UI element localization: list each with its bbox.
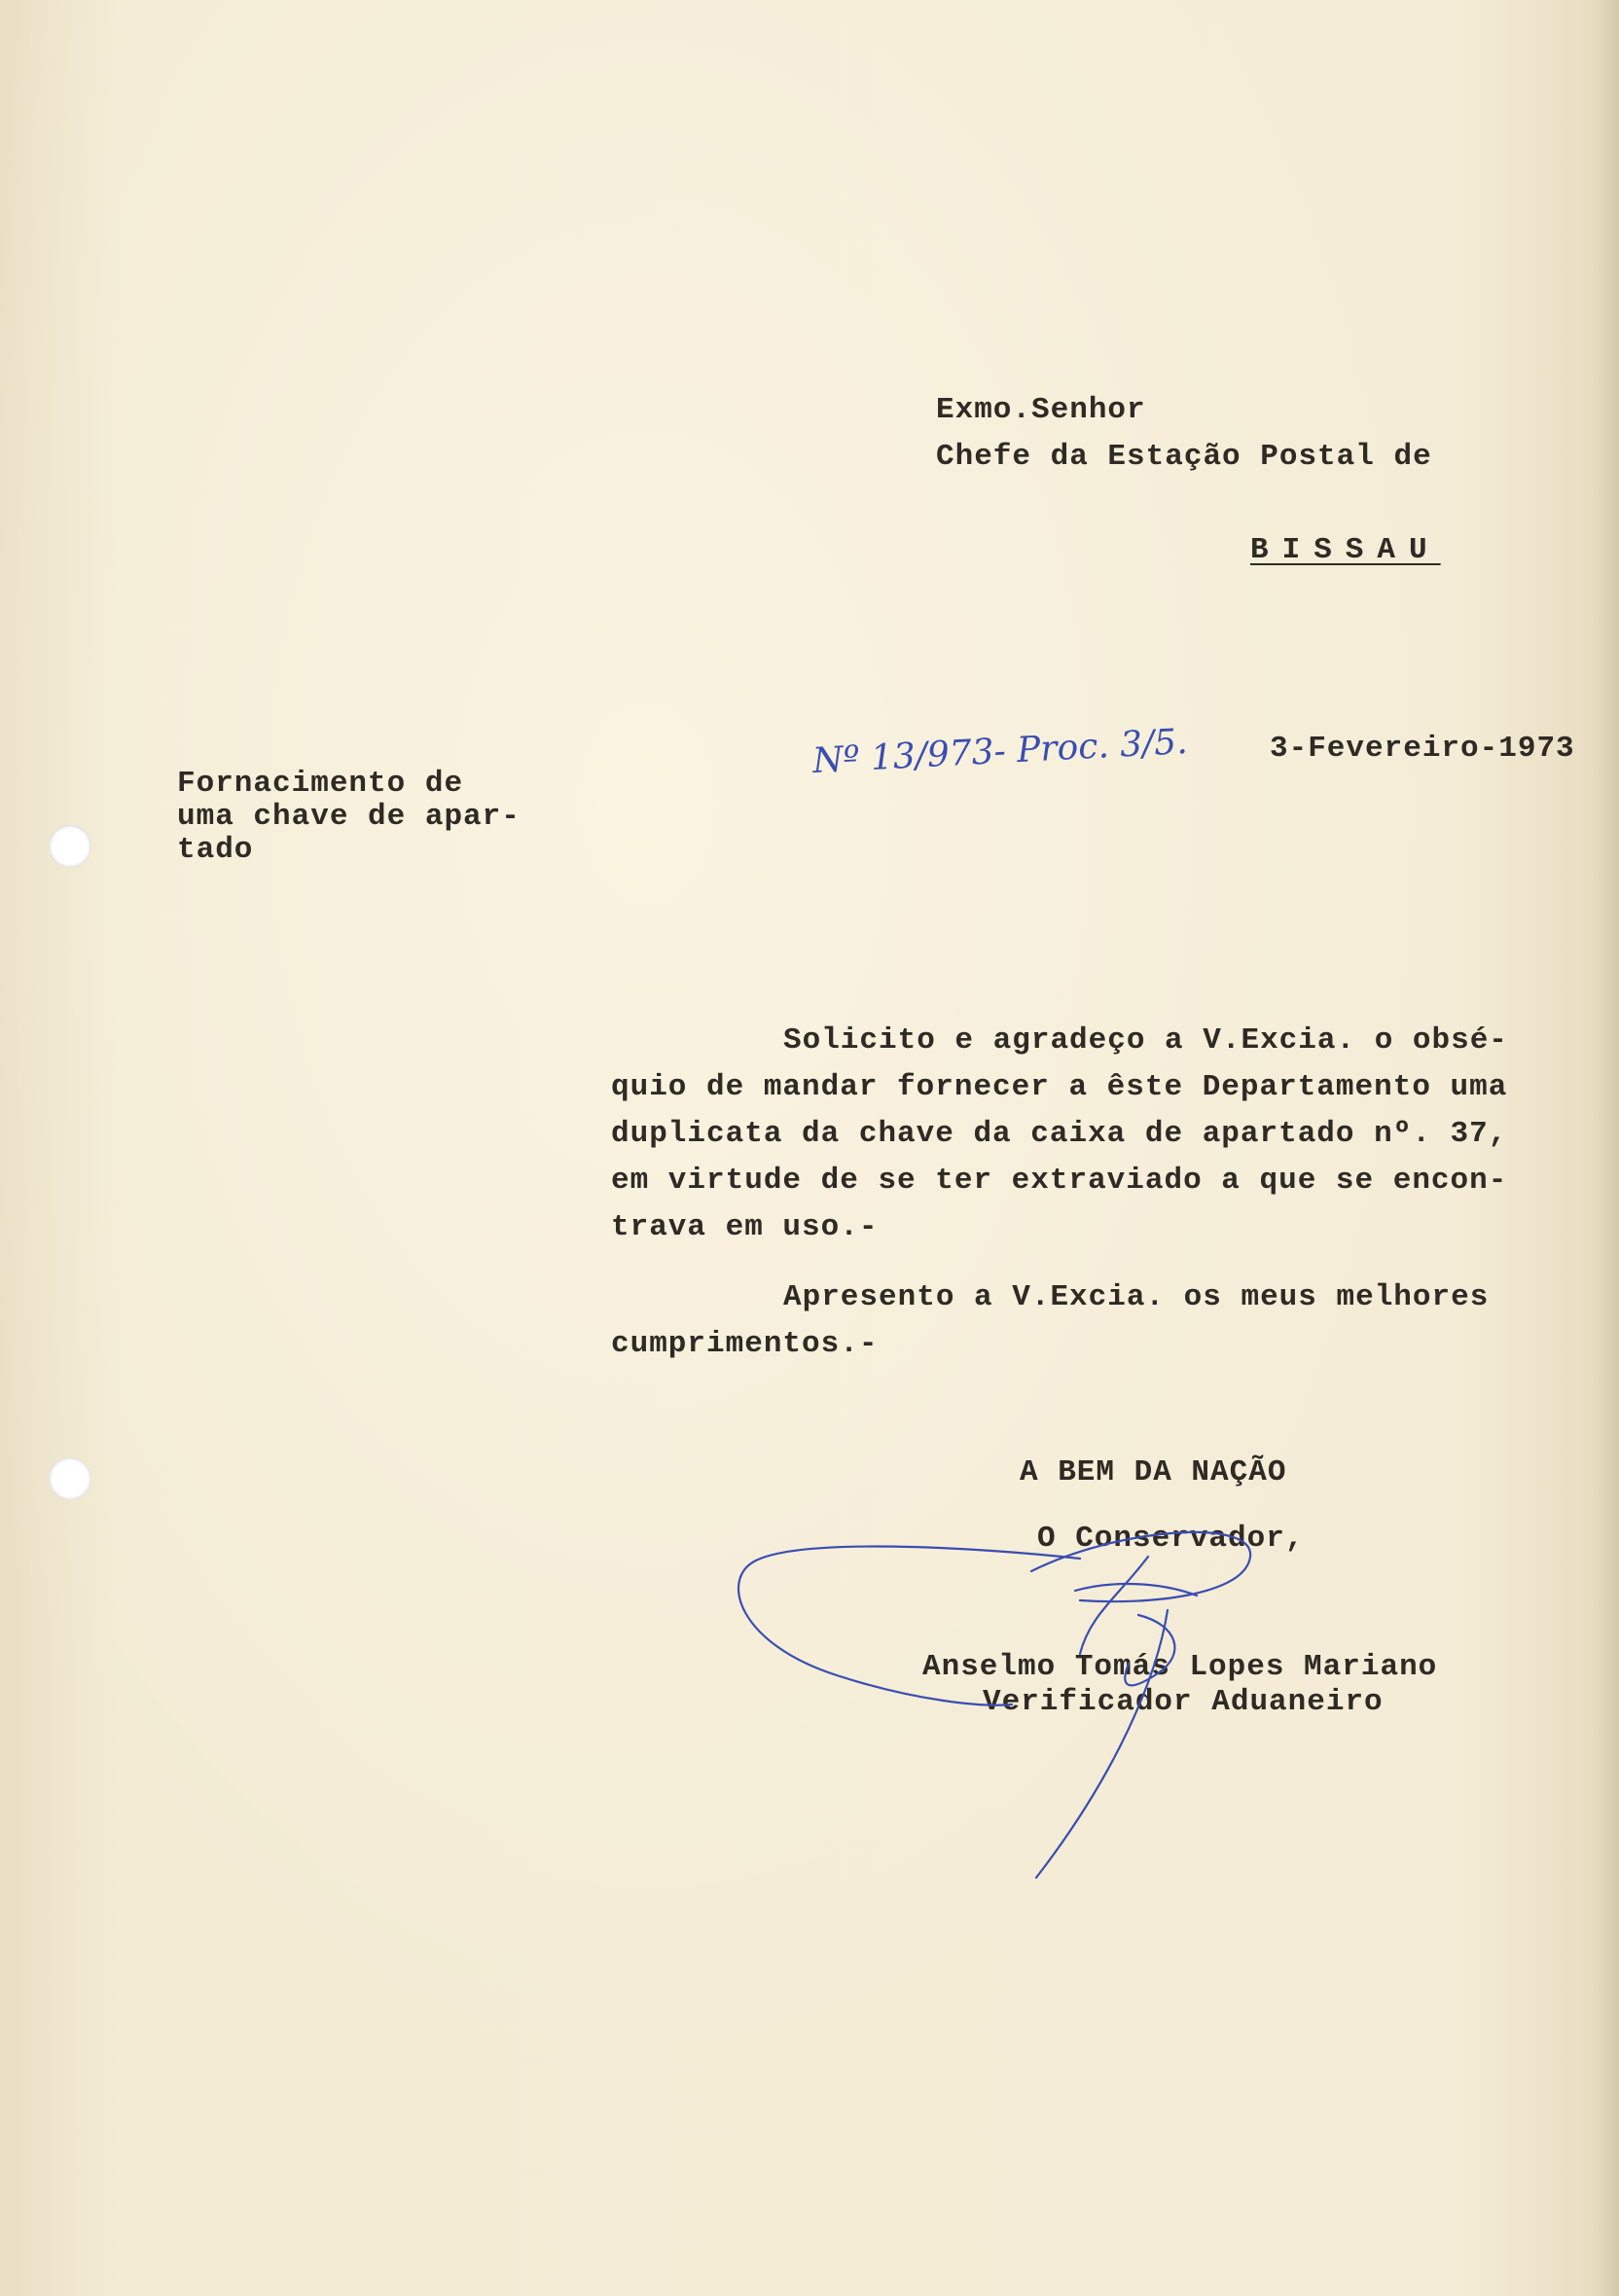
body-line-7: cumprimentos.- <box>611 1327 879 1361</box>
body-line-4: em virtude de se ter extraviado a que se encon- <box>611 1164 1508 1198</box>
body-line-2: quio de mandar fornecer a êste Departamento uma <box>611 1070 1508 1104</box>
letter-date: 3-Fevereiro-1973 <box>1270 732 1575 766</box>
subject-line-2: uma chave de apar- <box>177 800 521 834</box>
closing-motto: A BEM DA NAÇÃO <box>1020 1455 1287 1489</box>
subject-line-3: tado <box>177 833 254 867</box>
signatory-position: Verificador Aduaneiro <box>983 1685 1384 1719</box>
closing-role: O Conservador, <box>1037 1522 1305 1556</box>
addressee-salutation: Exmo.Senhor <box>936 393 1146 427</box>
addressee-title: Chefe da Estação Postal de <box>936 440 1432 474</box>
body-line-1: Solicito e agradeço a V.Excia. o obsé- <box>783 1023 1508 1058</box>
subject-line-1: Fornacimento de <box>177 767 464 801</box>
body-line-6: Apresento a V.Excia. os meus melhores <box>783 1280 1490 1314</box>
handwritten-reference: Nº 13/973- Proc. 3/5. <box>811 721 1189 782</box>
body-line-5: trava em uso.- <box>611 1210 879 1244</box>
addressee-city: BISSAU <box>1250 533 1441 567</box>
signatory-name: Anselmo Tomás Lopes Mariano <box>922 1650 1438 1684</box>
body-line-3: duplicata da chave da caixa de apartado nº. 37, <box>611 1117 1508 1151</box>
